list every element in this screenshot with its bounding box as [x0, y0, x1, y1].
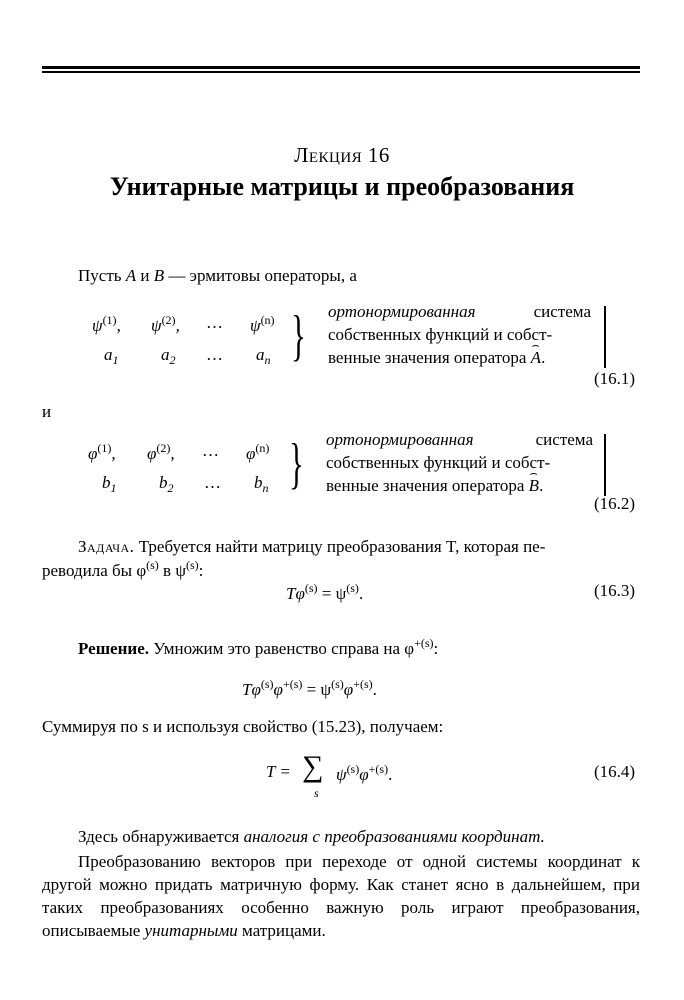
problem-label: Задача.: [78, 537, 135, 556]
equation-multiplied: $T\varphi^{(s)}\varphi^{+(s)} = \psi^{(s)}\varphi^{+(s)}$.: [242, 677, 377, 699]
connector-and: и: [42, 402, 52, 421]
sum-symbol: ∑: [302, 750, 324, 783]
right-brace-1: }: [291, 305, 306, 367]
system-1-desc-line2: собственных функций и собст-: [328, 325, 553, 344]
a-n: $a_n$: [256, 345, 271, 367]
system-2-desc-line3: венные значения оператора ⌢ B.: [326, 476, 543, 496]
system-2-desc-line2: собственных функций и собст-: [326, 453, 551, 472]
summing-line: Суммируя по s и используя свойство (15.23), получаем:: [42, 717, 444, 736]
system-2-bar: [604, 434, 606, 496]
eq-number-16-4: (16.4): [594, 762, 636, 781]
phi-dots: …: [202, 441, 219, 460]
system-2-desc-line1: ортонормированная система: [326, 430, 593, 449]
equation-16-4-rhs: $\psi^{(s)}\varphi^{+(s)}$.: [336, 762, 393, 784]
header-rule-thin: [42, 71, 640, 73]
b-n: $b_n$: [254, 473, 269, 495]
analogy-paragraph: Здесь обнаруживается аналогия с преобразованиями координат.: [78, 827, 545, 846]
a-2: $a_2$: [161, 345, 176, 367]
b-1: $b_1$: [102, 473, 117, 495]
solution-label: Решение.: [78, 639, 149, 658]
eq-number-16-2: (16.2): [594, 494, 636, 513]
psi-n: $\psi^{(n)}$: [250, 313, 275, 335]
psi-dots: …: [206, 313, 223, 332]
a-1: $a_1$: [104, 345, 119, 367]
psi-1: $\psi^{(1)}$,: [92, 313, 121, 335]
psi-2: $\psi^{(2)}$,: [151, 313, 180, 335]
sum-index: s: [314, 786, 319, 800]
system-1-desc-line1: ортонормированная система: [328, 302, 591, 321]
a-dots: …: [206, 345, 223, 364]
header-rule-thick: [42, 66, 640, 69]
b-2: $b_2$: [159, 473, 174, 495]
eq-number-16-1: (16.1): [594, 369, 636, 388]
system-1-desc-line3: венные значения оператора ⌢ A.: [328, 348, 545, 368]
page-title: Унитарные матрицы и преобразования: [109, 172, 575, 201]
right-brace-2: }: [289, 433, 304, 495]
transform-paragraph: Преобразованию векторов при переходе от одной системы координат к другой можно придать матричную форму. Как станет ясно в дальнейшем, при таких преобразованиях особенно важную роль играют преобразования, описываемые унитарными матрицами.: [42, 852, 640, 940]
problem-line-1: Задача. Требуется найти матрицу преобразования T, которая пе-: [78, 537, 546, 556]
phi-2: $\varphi^{(2)}$,: [147, 441, 175, 463]
solution-line: Решение. Умножим это равенство справа на $\varphi^{+(s)}$:: [78, 636, 439, 658]
intro-line: Пусть A и B — эрмитовы операторы, а: [78, 266, 357, 285]
lecture-label: Лекция 16: [294, 143, 390, 167]
b-dots: …: [204, 473, 221, 492]
problem-line-2: реводила бы $\varphi^{(s)}$ в $\psi^{(s)}$:: [42, 558, 204, 580]
eq-number-16-3: (16.3): [594, 581, 636, 600]
equation-16-4-lhs: T =: [266, 762, 291, 781]
system-1-bar: [604, 306, 606, 368]
phi-1: $\varphi^{(1)}$,: [88, 441, 116, 463]
equation-16-3: $T\varphi^{(s)} = \psi^{(s)}$.: [286, 581, 364, 603]
phi-n: $\varphi^{(n)}$: [246, 441, 270, 463]
